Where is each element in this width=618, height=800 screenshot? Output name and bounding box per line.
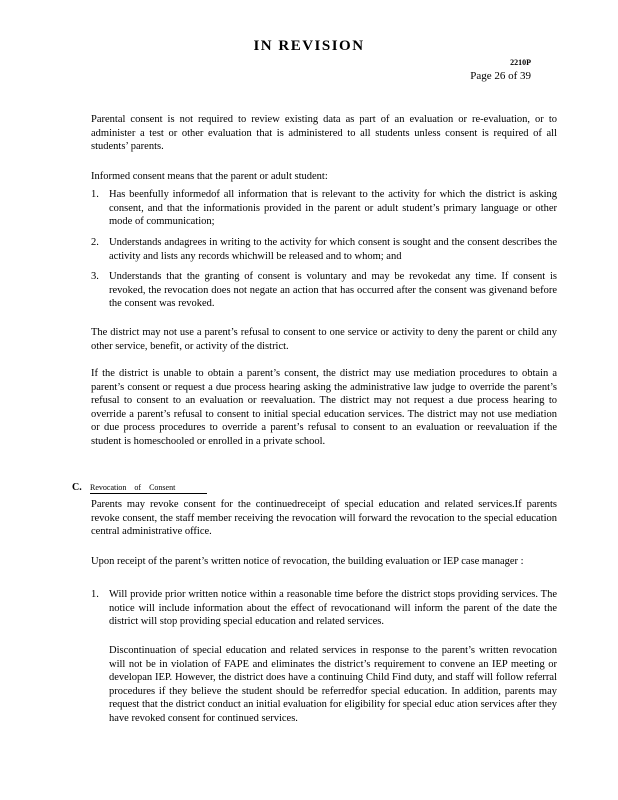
list-number: 3. [91, 271, 99, 282]
paragraph-refusal: The district may not use a parent’s refusal to consent to one service or activity to deny the parent or child any other service, benefit, or activity of the district. [91, 327, 557, 352]
paragraph-discontinuation: Discontinuation of special education and related services in response to the parent’s written revocation will not be in violation of FAPE and eliminates the district’s requirement to convene an IEP meeting or developan IEP. However, the district does have a continuing Child Find duty, and staff will follow referral procedures if they believe the student should be referredfor special education. In addition, parents may request that the district conduct an initial evaluation for eligibility for special educ ation services after they have revoked consent for continued services. [109, 645, 557, 724]
list-text: Understands andagrees in writing to the activity for which consent is sought and the consent describes the activity and lists any records whichwill be released and to whom; and [109, 237, 557, 262]
paragraph-unable-to-obtain: If the district is unable to obtain a parent’s consent, the district may use mediation procedures to obtain a parent’s consent or request a due process hearing asking the administrative law judge to override the parent’s refusal to consent to an evaluation or reevaluation. The district may not request a due process hearing to override a parent’s refusal to consent to initial special education services. The district may not use mediation or due process procedures to override a parent’s refusal to consent to an evaluation or reevaluation if the student is homeschooled or enrolled in a private school. [91, 368, 557, 447]
list-number: 1. [91, 589, 99, 600]
paragraph-revoke-consent: Parents may revoke consent for the continuedreceipt of special education and related services.If parents revoke consent, the staff member receiving the revocation will forward the revocation to the special education central administrative office. [91, 499, 557, 538]
policy-code: 2210P [510, 58, 531, 67]
list-text: Understands that the granting of consent is voluntary and may be revokedat any time. If consent is revoked, the revocation does not negate an action that has occurred after the consent was givenand before the consent was revoked. [109, 271, 557, 310]
paragraph-parental-consent: Parental consent is not required to review existing data as part of an evaluation or re-evaluation, or to administer a test or other evaluation that is administered to all students unless consent is required of all students’ parents. [91, 114, 557, 153]
paragraph-upon-receipt: Upon receipt of the parent’s written notice of revocation, the building evaluation or IEP case manager : [91, 556, 524, 567]
section-heading: Revocation of Consent [90, 483, 207, 494]
page-title: IN REVISION [253, 38, 365, 54]
paragraph-informed-consent: Informed consent means that the parent or adult student: [91, 171, 328, 182]
list-number: 1. [91, 189, 99, 200]
page-number: Page 26 of 39 [470, 70, 531, 82]
list-text: Will provide prior written notice within a reasonable time before the district stops providing services. The notice will include information about the effect of revocationand will inform the parent of the date the district will stop providing special education and related services. [109, 589, 557, 628]
list-number: 2. [91, 237, 99, 248]
section-letter: C. [72, 482, 82, 493]
list-text: Has beenfully informedof all information that is relevant to the activity for which the district is asking consent, and that the informationis provided in the parent or adult student’s primary language or other mode of communication; [109, 189, 557, 228]
